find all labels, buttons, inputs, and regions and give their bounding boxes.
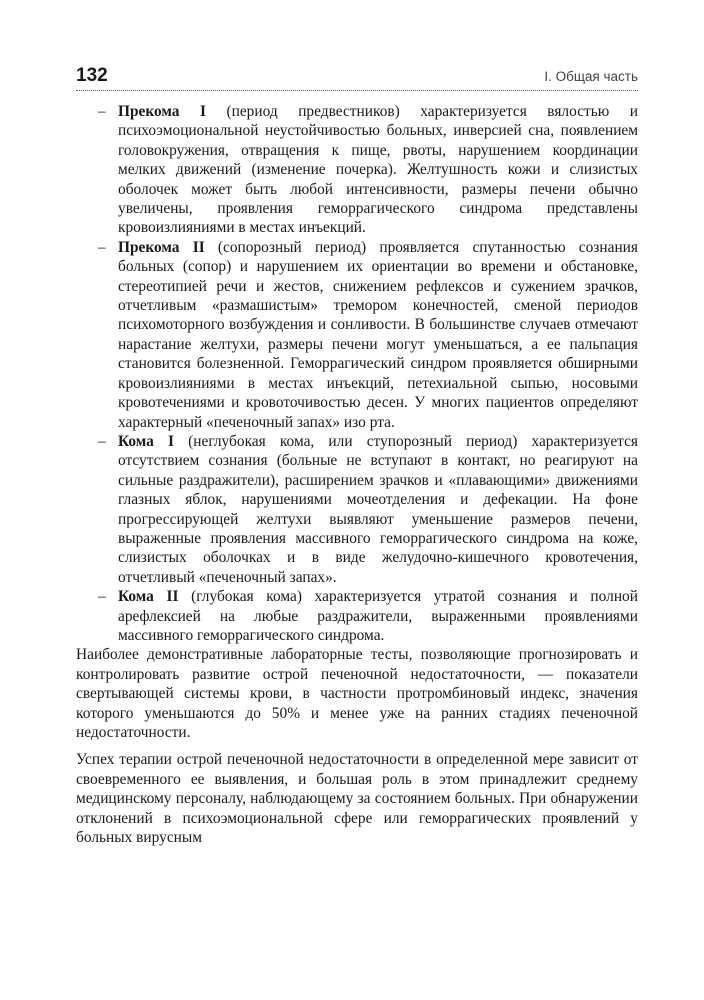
- paragraph-therapy: Успех терапии острой печеночной недостаточности в определенной мере зависит от своевременного ее выявления, и большая роль в этом принадлежит среднему медицинскому персоналу, наблюдающему за состоянием больных. При обнаружении отклонений в психоэмоциональной сфере или геморрагических проявлений у больных вирусным: [76, 751, 638, 847]
- dash-marker: –: [98, 432, 106, 450]
- list-item-term: Прекома I: [118, 103, 206, 120]
- dash-marker: –: [98, 588, 106, 606]
- list-item-coma-1: [76, 432, 638, 587]
- dash-marker: –: [98, 103, 106, 120]
- list-item-text: (сопорозный период) проявляется спутанностью сознания больных (сопор) и нарушением их ориентации во времени и обстановке, стереотипией речи и жестов, снижением рефлексов и сужением зрачков, отчетливым «размашистым» тремором конечностей, сменой периодов психомоторного возбуждения и сонливости. В большинстве случаев отмечают нарастание желтухи, размеры печени могут уменьшаться, а ее пальпация становится болезненной. Геморрагический синдром проявляется обширными кровоизлияниями в местах инъекций, петехиальной сыпью, носовыми кровотечениями и кровоточивостью десен. У многих пациентов определяют характерный «печеночный запах» изо рта.: [118, 238, 638, 431]
- list-item-term: Кома II: [118, 588, 179, 606]
- list-item-text: (период предвестников) характеризуется вялостью и психоэмоциональной неустойчивостью больных, инверсией сна, появлением головокружения, отвращения к пище, рвоты, нарушением координации мелких движений (изменение почерка). Желтушность кожи и слизистых оболочек может быть любой интенсивности, размеры печени обычно увеличены, проявления геморрагического синдрома представлены кровоизлияниями в местах инъекций.: [118, 103, 638, 237]
- dash-marker: –: [98, 238, 106, 256]
- paragraph-lab-tests: Наиболее демонстративные лабораторные тесты, позволяющие прогнозировать и контролировать развитие острой печеночной недостаточности, — показатели свертывающей системы крови, в частности протромбиновый индекс, значения которого уменьшаются до 50% и менее уже на ранних стадиях печеночной недостаточности.: [76, 646, 638, 741]
- page-body: [76, 102, 638, 847]
- list-item-text: (неглубокая кома, или ступорозный период) характеризуется отсутствием сознания (больные не вступают в контакт, но реагируют на сильные раздражители), расширением зрачков и «плавающими» движениями глазных яблок, нарушениями мочеотделения и дефекации. На фоне прогрессирующей желтухи выявляют уменьшение размеров печени, выраженные проявления массивного геморрагического синдрома на коже, слизистых оболочках и в виде желудочно-кишечного кровотечения, отчетливый «печеночный запах».: [118, 432, 638, 586]
- list-item-term: Кома I: [118, 432, 174, 450]
- list-item-coma-2: [76, 587, 638, 645]
- page-number: 132: [76, 65, 108, 86]
- running-header: [76, 64, 638, 91]
- list-item-precoma-1: [76, 102, 638, 238]
- list-item-term: Прекома II: [118, 238, 205, 256]
- list-item-precoma-2: [76, 238, 638, 432]
- list-item-text: (глубокая кома) характеризуется утратой сознания и полной арефлексией на любые раздражители, выраженными проявлениями массивного геморрагического синдрома.: [118, 588, 638, 644]
- section-title: I. Общая часть: [544, 69, 638, 84]
